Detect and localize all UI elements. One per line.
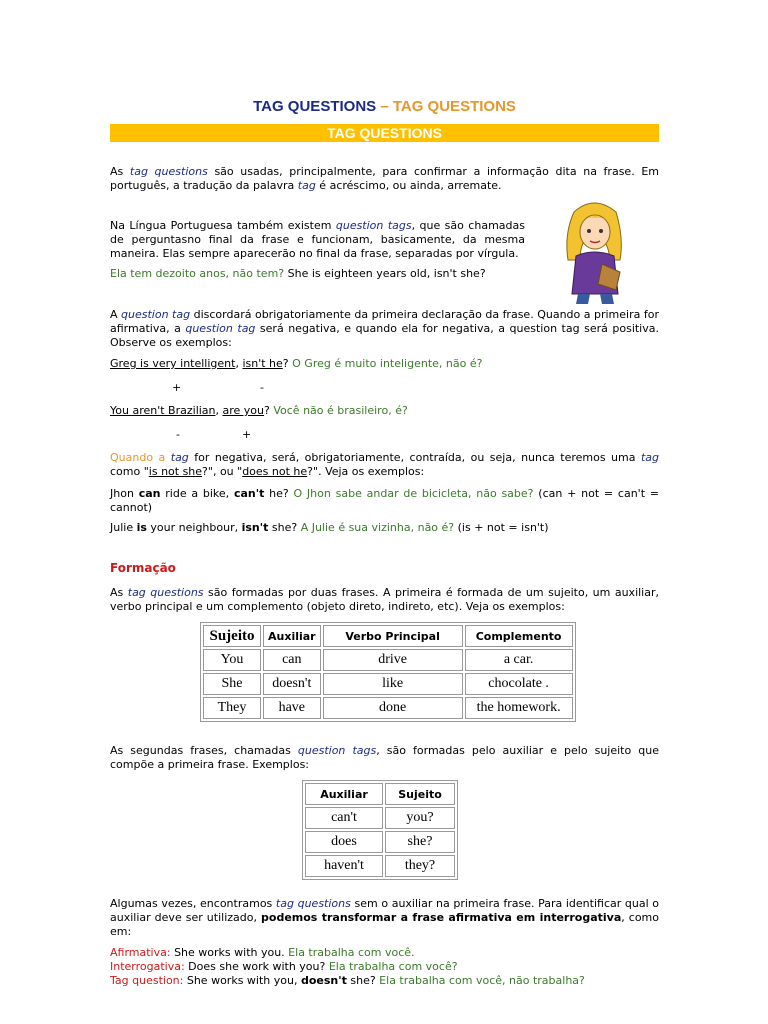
table-cell: chocolate . [465, 673, 573, 695]
example-brazil: You aren't Brazilian, are you? Você não é brasileiro, é? [110, 404, 408, 417]
structure-table [200, 622, 576, 722]
table-row [203, 649, 573, 671]
tag-table [302, 780, 458, 880]
table-cell: does [305, 831, 383, 853]
table-cell: like [323, 673, 463, 695]
table-cell: have [263, 697, 321, 719]
formacao-heading: Formação [110, 561, 176, 575]
table-header: Sujeito [203, 625, 261, 647]
table-cell: drive [323, 649, 463, 671]
table-row [203, 673, 573, 695]
algumas-paragraph: Algumas vezes, encontramos tag questions sem o auxiliar na primeira frase. Para identificar qual o auxiliar deve ser utilizado, podemos transformar a frase afirmativa em interrogativa, como em: [110, 897, 660, 938]
intro-paragraph: As tag questions são usadas, principalmente, para confirmar a informação dita na frase. Em português, a tradução da palavra tag é acréscimo, ou ainda, arremate. [110, 165, 659, 192]
table-row [305, 807, 455, 829]
example-eighteen: Ela tem dezoito anos, não tem? She is eighteen years old, isn't she? [110, 267, 486, 280]
table-cell: they? [385, 855, 455, 877]
table-header: Auxiliar [263, 625, 321, 647]
table-header: Sujeito [385, 783, 455, 805]
example-greg: Greg is very intelligent, isn't he? O Greg é muito inteligente, não é? [110, 357, 483, 370]
table-cell: You [203, 649, 261, 671]
table-cell: done [323, 697, 463, 719]
example-tag-question: Tag question: She works with you, doesn't she? Ela trabalha com você, não trabalha? [110, 974, 585, 987]
table-row [203, 697, 573, 719]
table-header: Verbo Principal [323, 625, 463, 647]
table-header: Auxiliar [305, 783, 383, 805]
quando-paragraph: Quando a tag for negativa, será, obrigatoriamente, contraída, ou seja, nunca teremos uma tag como "is not she?", ou "does not he?". Veja os exemplos: [110, 451, 659, 478]
section-banner: TAG QUESTIONS [110, 124, 659, 142]
table-row [305, 831, 455, 853]
table-header: Complemento [465, 625, 573, 647]
example-jhon: Jhon can ride a bike, can't he? O Jhon sabe andar de bicicleta, não sabe? (can + not = can't = cannot) [110, 487, 659, 514]
table-row [305, 855, 455, 877]
table-cell: doesn't [263, 673, 321, 695]
discord-paragraph: A question tag discordará obrigatoriamente da primeira declaração da frase. Quando a primeira for afirmativa, a question tag será negativa, e quando ela for negativa, a question tag será positiva. Observe os exemplos: [110, 308, 659, 349]
lingua-paragraph: Na Língua Portuguesa também existem question tags, que são chamadas de perguntasno final da frase e funcionam, basicamente, da mesma maneira. Elas sempre aparecerão no final da frase, separadas por vírgula. [110, 219, 525, 260]
table-cell: haven't [305, 855, 383, 877]
table-cell: She [203, 673, 261, 695]
table-cell: They [203, 697, 261, 719]
page-title: TAG QUESTIONS – TAG QUESTIONS [253, 98, 516, 115]
table-cell: you? [385, 807, 455, 829]
table-header-row [305, 783, 455, 805]
table-cell: a car. [465, 649, 573, 671]
example-afirmativa: Afirmativa: She works with you. Ela trabalha com você. [110, 946, 415, 959]
table-cell: the homework. [465, 697, 573, 719]
table-header-row [203, 625, 573, 647]
example-interrogativa: Interrogativa: Does she work with you? Ela trabalha com você? [110, 960, 458, 973]
example-julie: Julie is your neighbour, isn't she? A Julie é sua vizinha, não é? (is + not = isn't) [110, 521, 549, 534]
table-cell: can [263, 649, 321, 671]
table-cell: can't [305, 807, 383, 829]
girl-illustration [558, 198, 630, 306]
formacao-paragraph: As tag questions são formadas por duas frases. A primeira é formada de um sujeito, um auxiliar, verbo principal e um complemento (objeto direto, indireto, etc). Veja os exemplos: [110, 586, 659, 613]
segundas-paragraph: As segundas frases, chamadas question tags, são formadas pelo auxiliar e pelo sujeito que compõe a primeira frase. Exemplos: [110, 744, 659, 771]
table-cell: she? [385, 831, 455, 853]
